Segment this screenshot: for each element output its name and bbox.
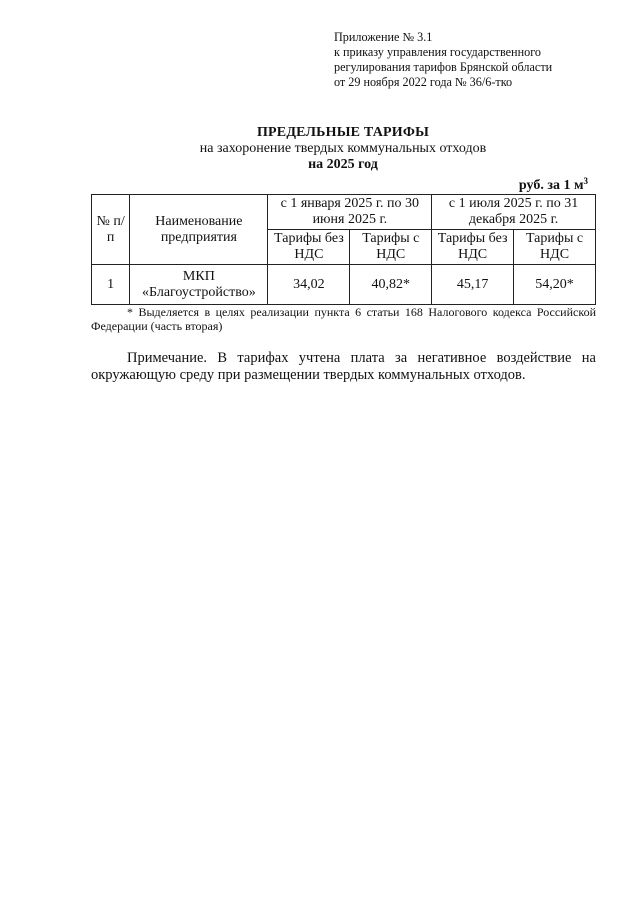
cell-p2-with-vat: 54,20* (514, 265, 596, 305)
document-title-block (90, 124, 596, 173)
header-num: № п/п (92, 195, 130, 265)
appendix-line-4: от 29 ноября 2022 года № 36/6-тко (334, 75, 513, 89)
header-p1-no-vat: Тарифы без НДС (268, 230, 350, 265)
cell-p1-with-vat: 40,82* (350, 265, 432, 305)
header-p2-with-vat: Тарифы с НДС (514, 230, 596, 265)
table-row (92, 265, 596, 305)
header-period-1: с 1 января 2025 г. по 30 июня 2025 г. (268, 195, 432, 230)
tariff-table (91, 194, 596, 305)
appendix-line-2: к приказу управления государственного (334, 45, 541, 59)
footnote: * Выделяется в целях реализации пункта 6 статьи 168 Налогового кодекса Российской Федерации (часть вторая) (91, 305, 596, 333)
cell-p2-no-vat: 45,17 (432, 265, 514, 305)
cell-p1-no-vat: 34,02 (268, 265, 350, 305)
table-header-row (92, 195, 596, 230)
header-period-2: с 1 июля 2025 г. по 31 декабря 2025 г. (432, 195, 596, 230)
appendix-header (334, 30, 552, 90)
unit-label (519, 176, 588, 194)
document-title: ПРЕДЕЛЬНЫЕ ТАРИФЫ (256, 125, 430, 140)
note-paragraph: Примечание. В тарифах учтена плата за негативное воздействие на окружающую среду при размещении твердых коммунальных отходов. (91, 350, 596, 383)
header-p2-no-vat: Тарифы без НДС (432, 230, 514, 265)
appendix-line-3: регулирования тарифов Брянской области (334, 60, 553, 74)
appendix-line-1: Приложение № 3.1 (334, 30, 433, 44)
unit-text: руб. за 1 м (518, 178, 584, 193)
cell-name: МКП «Благоустройство» (130, 265, 268, 305)
cell-num: 1 (92, 265, 130, 305)
unit-superscript: 3 (583, 176, 588, 186)
document-year: на 2025 год (308, 157, 378, 172)
document-subtitle: на захоронение твердых коммунальных отходов (199, 141, 487, 156)
header-name: Наименование предприятия (130, 195, 268, 265)
header-p1-with-vat: Тарифы с НДС (350, 230, 432, 265)
